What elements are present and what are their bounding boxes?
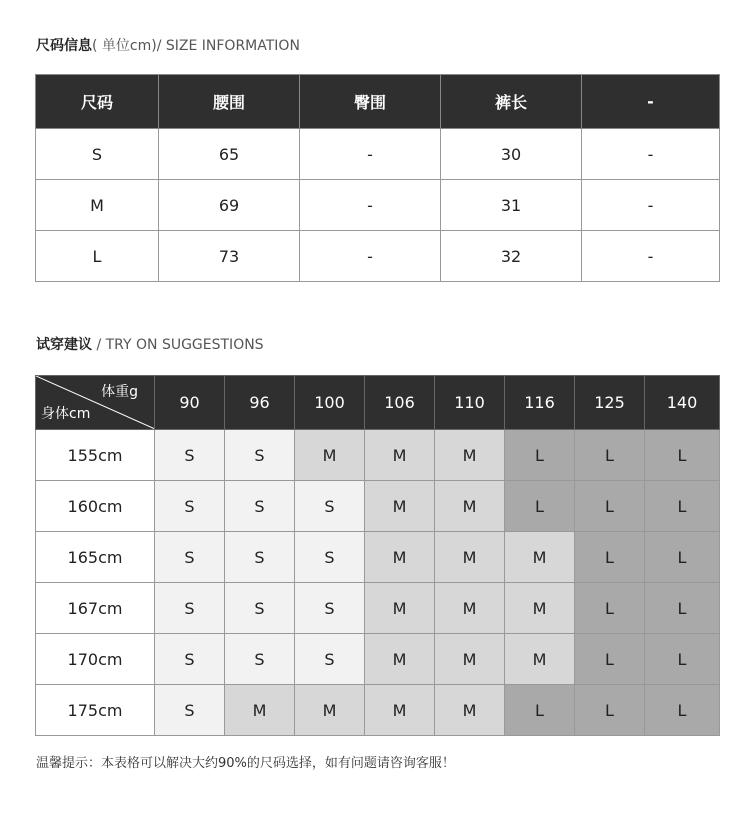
suggested-size-cell: S [295,481,365,532]
suggested-size-cell: L [645,634,720,685]
suggested-size-cell: S [155,634,225,685]
suggested-size-cell: M [435,430,505,481]
size-info-title [36,35,300,55]
size-header-cell: - [582,75,720,129]
weight-header-cell: 140 [645,376,720,430]
size-cell: - [582,180,720,231]
size-header-cell: 裤长 [441,75,582,129]
suggested-size-cell: M [365,634,435,685]
size-table-row [36,180,720,231]
suggested-size-cell: S [155,430,225,481]
suggested-size-cell: S [225,634,295,685]
suggested-size-cell: S [295,634,365,685]
corner-header [36,376,155,430]
height-cell: 175cm [36,685,155,736]
suggested-size-cell: L [575,532,645,583]
try-table-row [36,532,720,583]
suggested-size-cell: M [365,532,435,583]
suggested-size-cell: M [435,481,505,532]
size-info-title-cn: 尺码信息 [36,38,92,54]
try-on-title-en: / TRY ON SUGGESTIONS [92,337,264,353]
suggested-size-cell: M [435,583,505,634]
size-table-header-row [36,75,720,129]
size-header-cell: 尺码 [36,75,159,129]
suggested-size-cell: S [225,583,295,634]
suggested-size-cell: M [435,685,505,736]
size-cell: M [36,180,159,231]
size-cell: - [582,231,720,282]
suggested-size-cell: L [575,430,645,481]
size-cell: 65 [159,129,300,180]
suggested-size-cell: M [225,685,295,736]
weight-header-cell: 96 [225,376,295,430]
suggested-size-cell: M [365,481,435,532]
suggested-size-cell: S [155,583,225,634]
suggested-size-cell: M [365,583,435,634]
size-header-cell: 臀围 [300,75,441,129]
suggested-size-cell: S [295,532,365,583]
size-cell: 31 [441,180,582,231]
height-cell: 167cm [36,583,155,634]
size-cell: - [582,129,720,180]
weight-header-cell: 106 [365,376,435,430]
size-info-title-en: ( 单位cm)/ SIZE INFORMATION [92,38,300,54]
suggested-size-cell: M [435,634,505,685]
suggested-size-cell: L [505,481,575,532]
suggested-size-cell: L [645,685,720,736]
suggested-size-cell: L [505,430,575,481]
suggested-size-cell: M [435,532,505,583]
suggested-size-cell: S [155,532,225,583]
suggested-size-cell: L [575,634,645,685]
height-cell: 165cm [36,532,155,583]
weight-header-cell: 90 [155,376,225,430]
size-cell: 30 [441,129,582,180]
size-cell: 69 [159,180,300,231]
size-cell: - [300,129,441,180]
suggested-size-cell: M [365,685,435,736]
size-cell: L [36,231,159,282]
weight-header-cell: 110 [435,376,505,430]
suggested-size-cell: L [645,430,720,481]
suggested-size-cell: L [505,685,575,736]
suggested-size-cell: S [225,430,295,481]
suggested-size-cell: S [295,583,365,634]
try-table-header-row [36,376,720,430]
suggested-size-cell: S [155,481,225,532]
suggested-size-cell: S [155,685,225,736]
size-cell: 32 [441,231,582,282]
height-cell: 155cm [36,430,155,481]
suggested-size-cell: S [225,532,295,583]
suggested-size-cell: M [505,634,575,685]
size-info-table [35,74,720,282]
size-cell: - [300,180,441,231]
try-on-title [36,334,264,354]
try-on-table [35,375,720,736]
size-cell: 73 [159,231,300,282]
suggested-size-cell: L [645,532,720,583]
try-table-row [36,481,720,532]
suggested-size-cell: M [505,532,575,583]
weight-header-cell: 100 [295,376,365,430]
try-on-title-cn: 试穿建议 [36,337,92,353]
size-cell: - [300,231,441,282]
height-cell: 170cm [36,634,155,685]
suggested-size-cell: M [295,430,365,481]
suggested-size-cell: M [505,583,575,634]
weight-header-cell: 125 [575,376,645,430]
suggested-size-cell: L [575,583,645,634]
suggested-size-cell: L [645,481,720,532]
try-table-row [36,430,720,481]
try-table-row [36,583,720,634]
suggested-size-cell: S [225,481,295,532]
try-table-row [36,685,720,736]
height-axis-label: 身体cm [41,406,91,422]
tip-note: 温馨提示：本表格可以解决大约90%的尺码选择，如有问题请咨询客服！ [36,756,455,771]
size-header-cell: 腰围 [159,75,300,129]
suggested-size-cell: M [365,430,435,481]
suggested-size-cell: L [575,685,645,736]
suggested-size-cell: L [645,583,720,634]
size-table-row [36,129,720,180]
suggested-size-cell: M [295,685,365,736]
size-cell: S [36,129,159,180]
height-cell: 160cm [36,481,155,532]
try-table-row [36,634,720,685]
weight-header-cell: 116 [505,376,575,430]
suggested-size-cell: L [575,481,645,532]
weight-axis-label: 体重g [101,384,138,400]
size-table-row [36,231,720,282]
